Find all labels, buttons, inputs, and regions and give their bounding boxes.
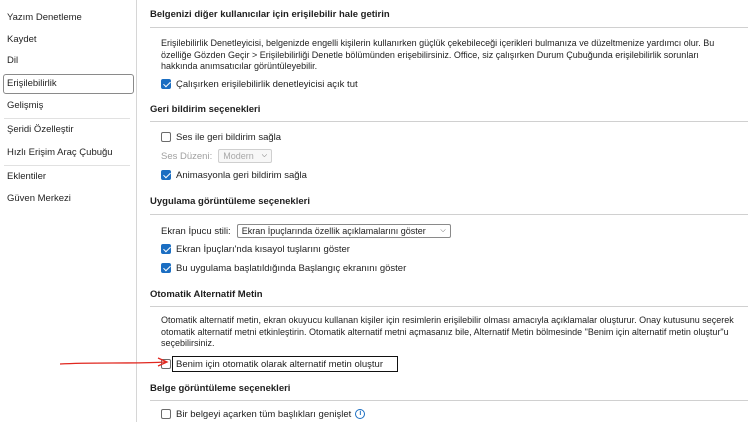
checkbox-label: Animasyonla geri bildirim sağla — [176, 169, 307, 181]
sidebar-item-accessibility[interactable]: Erişilebilirlik — [3, 74, 134, 94]
sidebar-item-trust-center[interactable]: Güven Merkezi — [7, 193, 71, 204]
section-title-feedback: Geri bildirim seçenekleri — [150, 104, 261, 115]
accessibility-intro-text: Erişilebilirlik Denetleyicisi, belgenizde engelli kişilerin kullanırken güçlük çekebileceği içerikleri bulmanıza ve düzeltmenize yardımcı olur. Bu özelliğe Gözden Geçir > Erişilebilirliği Denetle bölümünden erişebilirsiniz. Office, siz çalışırken Durum Çubuğunda erişilebilirlik sorunları hakkında anımsatıcılar görüntüleyebilir. — [161, 38, 715, 71]
info-icon[interactable]: i — [355, 409, 365, 419]
checkbox-label: Ekran İpuçları'nda kısayol tuşlarını göster — [176, 243, 350, 255]
checkbox-label: Bu uygulama başlatıldığında Başlangıç ekranını göster — [176, 262, 407, 274]
section-title-document-view: Belge görüntüleme seçenekleri — [150, 383, 291, 394]
section-title-auto-alt-text: Otomatik Alternatif Metin — [150, 289, 263, 300]
section-title-display: Uygulama görüntüleme seçenekleri — [150, 196, 310, 207]
sidebar-item-customize-ribbon[interactable]: Şeridi Özelleştir — [7, 124, 74, 135]
sidebar-item-language[interactable]: Dil — [7, 55, 19, 66]
sidebar-item-add-ins[interactable]: Eklentiler — [7, 171, 47, 182]
tooltip-style-label: Ekran İpucu stili: — [161, 225, 231, 237]
checkbox-label: Ses ile geri bildirim sağla — [176, 131, 282, 143]
sidebar-item-quick-access-toolbar[interactable]: Hızlı Erişim Araç Çubuğu — [7, 147, 113, 158]
sidebar-item-advanced[interactable]: Gelişmiş — [7, 100, 44, 111]
chevron-down-icon: ⌵ — [261, 152, 268, 159]
tooltip-style-value: Ekran İpuçlarında özellik açıklamalarını göster — [241, 226, 426, 236]
auto-alt-text-description: Otomatik alternatif metin, ekran okuyucu kullanan kişiler için resimlerin erişilebilir olması amacıyla açıklamalar oluşturur. Onay kutusunu seçerek otomatik alternatif metni etkinleştirin. Otomatik alternatif metni açmasanız bile, Alternatif Metin bölmesinde "Benim için alternatif metin oluştur"u seçebilirsiniz. — [161, 315, 734, 348]
sound-style-value: Modern — [223, 151, 254, 161]
checkbox-label: Benim için otomatik olarak alternatif metin oluştur — [176, 358, 383, 370]
sidebar-item-save[interactable]: Kaydet — [7, 34, 37, 45]
checkbox-label: Bir belgeyi açarken tüm başlıkları genişlet — [176, 408, 352, 420]
checkbox-label: Çalışırken erişilebilirlik denetleyicisi açık tut — [176, 78, 358, 90]
chevron-down-icon: ⌵ — [440, 227, 446, 234]
sidebar-item-proofing[interactable]: Yazım Denetleme — [7, 12, 82, 23]
section-title-accessibility: Belgenizi diğer kullanıcılar için erişilebilir hale getirin — [150, 9, 390, 20]
sound-style-label: Ses Düzeni: — [161, 150, 213, 162]
